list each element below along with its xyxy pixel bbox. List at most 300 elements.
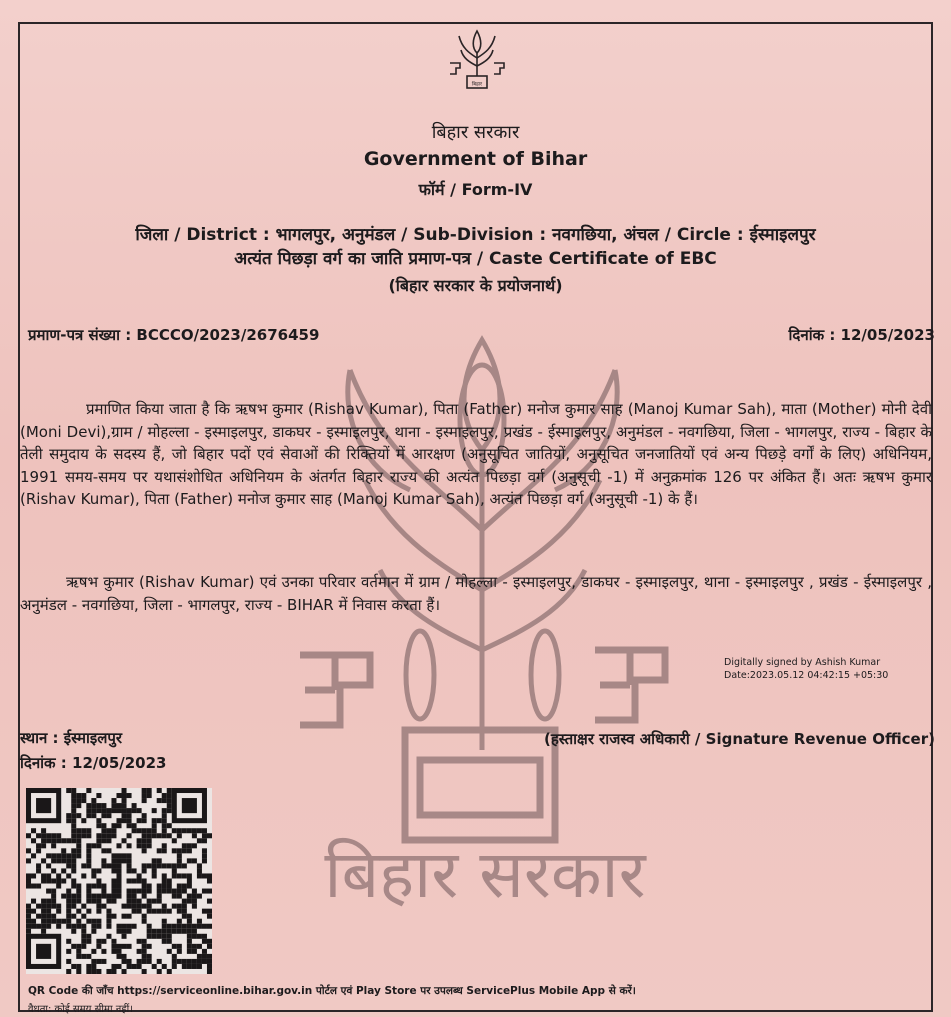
qr-module — [137, 843, 142, 848]
qr-module — [36, 833, 41, 838]
qr-module — [182, 914, 187, 919]
digital-signature-date: Date:2023.05.12 04:42:15 +05:30 — [724, 670, 889, 681]
qr-module — [116, 793, 121, 798]
qr-module — [56, 873, 61, 878]
qr-module — [142, 959, 147, 964]
qr-module — [122, 793, 127, 798]
qr-module — [172, 954, 177, 959]
qr-module — [96, 843, 101, 848]
qr-module — [142, 813, 147, 818]
qr-module — [197, 868, 202, 873]
qr-module — [86, 894, 91, 899]
qr-module — [137, 939, 142, 944]
qr-module — [207, 939, 212, 944]
qr-module — [81, 939, 86, 944]
qr-module — [91, 873, 96, 878]
qr-module — [202, 949, 207, 954]
qr-module — [127, 894, 132, 899]
qr-module — [167, 934, 172, 939]
qr-module — [46, 899, 51, 904]
qr-module — [91, 969, 96, 974]
qr-module — [132, 823, 137, 828]
qr-module — [187, 919, 192, 924]
qr-module — [152, 823, 157, 828]
qr-module — [71, 803, 76, 808]
qr-finder — [182, 798, 197, 813]
qr-module — [31, 909, 36, 914]
qr-module — [26, 909, 31, 914]
qr-module — [111, 868, 116, 873]
qr-module — [101, 833, 106, 838]
qr-module — [41, 924, 46, 929]
qr-module — [91, 808, 96, 813]
qr-module — [26, 858, 31, 863]
qr-module — [182, 904, 187, 909]
qr-module — [46, 833, 51, 838]
qr-module — [172, 894, 177, 899]
qr-module — [116, 843, 121, 848]
qr-module — [147, 889, 152, 894]
qr-module — [76, 924, 81, 929]
qr-module — [177, 828, 182, 833]
qr-module — [172, 924, 177, 929]
qr-module — [51, 919, 56, 924]
qr-module — [137, 959, 142, 964]
qr-module — [152, 964, 157, 969]
qr-module — [26, 924, 31, 929]
qr-module — [116, 858, 121, 863]
qr-code — [26, 788, 212, 974]
qr-module — [167, 793, 172, 798]
qr-module — [182, 828, 187, 833]
qr-module — [51, 843, 56, 848]
qr-module — [41, 858, 46, 863]
qr-module — [96, 924, 101, 929]
qr-module — [101, 863, 106, 868]
qr-module — [172, 889, 177, 894]
qr-module — [31, 924, 36, 929]
qr-module — [152, 818, 157, 823]
qr-module — [111, 884, 116, 889]
qr-module — [86, 803, 91, 808]
qr-module — [157, 889, 162, 894]
qr-module — [76, 954, 81, 959]
qr-module — [152, 863, 157, 868]
qr-module — [71, 818, 76, 823]
qr-module — [71, 828, 76, 833]
qr-module — [202, 838, 207, 843]
qr-module — [187, 949, 192, 954]
government-title-hindi: बिहार सरकार — [431, 122, 520, 143]
qr-module — [162, 924, 167, 929]
qr-module — [76, 833, 81, 838]
qr-module — [192, 904, 197, 909]
qr-module — [167, 878, 172, 883]
qr-module — [187, 924, 192, 929]
qr-module — [51, 833, 56, 838]
qr-module — [207, 909, 212, 914]
qr-module — [192, 944, 197, 949]
qr-module — [116, 818, 121, 823]
qr-module — [142, 884, 147, 889]
qr-module — [172, 944, 177, 949]
qr-module — [187, 939, 192, 944]
qr-module — [46, 909, 51, 914]
qr-module — [66, 889, 71, 894]
qr-module — [142, 889, 147, 894]
qr-module — [101, 884, 106, 889]
qr-module — [76, 813, 81, 818]
qr-module — [207, 964, 212, 969]
qr-module — [122, 803, 127, 808]
qr-module — [71, 798, 76, 803]
qr-module — [116, 884, 121, 889]
qr-module — [207, 944, 212, 949]
qr-module — [31, 873, 36, 878]
qr-module — [111, 944, 116, 949]
qr-module — [122, 818, 127, 823]
qr-module — [137, 899, 142, 904]
qr-module — [66, 969, 71, 974]
qr-finder — [36, 944, 51, 959]
qr-module — [127, 878, 132, 883]
qr-module — [177, 889, 182, 894]
qr-module — [106, 969, 111, 974]
qr-module — [122, 944, 127, 949]
qr-module — [177, 894, 182, 899]
issue-date: दिनांक : 12/05/2023 — [788, 326, 935, 344]
qr-module — [187, 964, 192, 969]
signature-officer-label: (हस्ताक्षर राजस्व अधिकारी / Signature Revenue Officer) — [543, 730, 935, 748]
qr-module — [157, 863, 162, 868]
qr-module — [147, 934, 152, 939]
qr-module — [116, 853, 121, 858]
qr-module — [152, 873, 157, 878]
qr-module — [202, 853, 207, 858]
qr-module — [147, 833, 152, 838]
qr-module — [91, 964, 96, 969]
qr-module — [127, 808, 132, 813]
digital-signature-block — [724, 656, 888, 682]
qr-module — [91, 868, 96, 873]
qr-module — [127, 914, 132, 919]
government-title-english: Government of Bihar — [363, 148, 588, 170]
qr-module — [187, 894, 192, 899]
qr-module — [101, 949, 106, 954]
qr-module — [91, 843, 96, 848]
qr-module — [172, 828, 177, 833]
qr-module — [187, 843, 192, 848]
qr-module — [111, 939, 116, 944]
qr-module — [36, 863, 41, 868]
qr-module — [36, 848, 41, 853]
qr-module — [137, 838, 142, 843]
qr-module — [142, 919, 147, 924]
qr-module — [137, 964, 142, 969]
qr-module — [122, 813, 127, 818]
qr-module — [167, 924, 172, 929]
qr-module — [162, 848, 167, 853]
qr-module — [182, 843, 187, 848]
qr-module — [116, 964, 121, 969]
qr-module — [111, 833, 116, 838]
qr-module — [177, 904, 182, 909]
qr-module — [41, 929, 46, 934]
qr-module — [31, 853, 36, 858]
qr-module — [101, 904, 106, 909]
qr-module — [142, 818, 147, 823]
qr-module — [177, 858, 182, 863]
qr-module — [101, 858, 106, 863]
qr-module — [61, 838, 66, 843]
qr-module — [187, 914, 192, 919]
signing-date: दिनांक : 12/05/2023 — [20, 754, 167, 772]
qr-module — [51, 889, 56, 894]
qr-module — [51, 838, 56, 843]
qr-module — [26, 878, 31, 883]
qr-module — [91, 813, 96, 818]
qr-module — [142, 848, 147, 853]
qr-module — [127, 889, 132, 894]
qr-module — [147, 899, 152, 904]
qr-module — [41, 828, 46, 833]
qr-module — [96, 884, 101, 889]
qr-module — [96, 868, 101, 873]
qr-module — [132, 909, 137, 914]
qr-module — [167, 969, 172, 974]
qr-module — [26, 929, 31, 934]
qr-module — [116, 868, 121, 873]
qr-module — [106, 924, 111, 929]
qr-module — [106, 909, 111, 914]
qr-module — [187, 873, 192, 878]
qr-module — [157, 894, 162, 899]
qr-module — [46, 924, 51, 929]
qr-module — [41, 838, 46, 843]
qr-module — [101, 808, 106, 813]
qr-module — [106, 838, 111, 843]
qr-module — [187, 934, 192, 939]
qr-module — [167, 909, 172, 914]
qr-module — [162, 919, 167, 924]
qr-module — [202, 889, 207, 894]
qr-module — [197, 863, 202, 868]
qr-module — [41, 873, 46, 878]
qr-module — [142, 828, 147, 833]
qr-module — [152, 934, 157, 939]
qr-module — [152, 909, 157, 914]
qr-module — [91, 798, 96, 803]
qr-finder — [36, 798, 51, 813]
qr-module — [132, 964, 137, 969]
qr-module — [71, 894, 76, 899]
qr-module — [197, 934, 202, 939]
qr-module — [81, 904, 86, 909]
qr-module — [127, 868, 132, 873]
qr-module — [41, 904, 46, 909]
qr-module — [172, 838, 177, 843]
certification-paragraph: प्रमाणित किया जाता है कि ऋषभ कुमार (Rishav Kumar), पिता (Father) मनोज कुमार साह (Manoj Kumar Sah), माता (Mother) मोनी देवी (Moni Devi),ग्राम / मोहल्ला - इस्माइलपुर, डाकघर - इस्माइलपुर, थाना - इस्माइलपुर, प्रखंड - ईस्माइलपुर, अनुमंडल - नवगछिया, जिला - भागलपुर, राज्य - बिहार के तेली समुदाय के सदस्य हैं, जो बिहार पदों एवं सेवाओं की रिक्तियों में आरक्षण (अनुसूचित जातियों, अनुसूचित जनजातियों एवं अन्य पिछड़े वर्गों के लिए) अधिनियम, 1991 समय-समय पर यथासंशोधित अधिनियम के अंतर्गत बिहार राज्य की अत्यंत पिछड़ा वर्ग (अनुसूची -1) में अनुक्रमांक 126 पर अंकित हैं। अतः ऋषभ कुमार (Rishav Kumar), पिता (Father) मनोज कुमार साह (Manoj Kumar Sah), अत्यंत पिछड़ा वर्ग (अनुसूची -1) के हैं। — [20, 400, 932, 508]
qr-module — [132, 904, 137, 909]
qr-module — [122, 853, 127, 858]
qr-module — [137, 904, 142, 909]
qr-module — [96, 793, 101, 798]
qr-module — [162, 964, 167, 969]
qr-module — [76, 889, 81, 894]
qr-module — [192, 894, 197, 899]
qr-module — [76, 803, 81, 808]
qr-module — [167, 884, 172, 889]
qr-module — [202, 954, 207, 959]
qr-module — [202, 833, 207, 838]
qr-module — [26, 848, 31, 853]
qr-module — [76, 964, 81, 969]
qr-module — [106, 808, 111, 813]
qr-module — [142, 939, 147, 944]
qr-module — [76, 894, 81, 899]
qr-module — [122, 924, 127, 929]
qr-module — [147, 929, 152, 934]
qr-module — [66, 838, 71, 843]
qr-module — [51, 894, 56, 899]
qr-module — [192, 833, 197, 838]
qr-module — [96, 919, 101, 924]
qr-module — [167, 929, 172, 934]
qr-module — [81, 944, 86, 949]
qr-module — [56, 884, 61, 889]
qr-module — [111, 803, 116, 808]
qr-module — [96, 878, 101, 883]
qr-module — [192, 843, 197, 848]
qr-module — [162, 863, 167, 868]
qr-module — [207, 889, 212, 894]
qr-module — [162, 823, 167, 828]
qr-module — [41, 914, 46, 919]
qr-module — [81, 924, 86, 929]
qr-module — [31, 838, 36, 843]
qr-module — [46, 878, 51, 883]
qr-module — [137, 808, 142, 813]
qr-module — [71, 868, 76, 873]
qr-module — [86, 843, 91, 848]
qr-module — [111, 964, 116, 969]
qr-module — [106, 914, 111, 919]
bihar-emblem-logo — [447, 28, 507, 90]
qr-module — [111, 823, 116, 828]
qr-module — [31, 899, 36, 904]
qr-module — [127, 833, 132, 838]
qr-module — [96, 899, 101, 904]
qr-module — [187, 878, 192, 883]
qr-module — [182, 873, 187, 878]
qr-module — [91, 924, 96, 929]
qr-module — [76, 843, 81, 848]
qr-module — [56, 919, 61, 924]
qr-module — [111, 798, 116, 803]
qr-module — [127, 853, 132, 858]
qr-module — [137, 828, 142, 833]
qr-module — [177, 863, 182, 868]
qr-module — [187, 828, 192, 833]
qr-module — [51, 868, 56, 873]
district-line: जिला / District : भागलपुर, अनुमंडल / Sub-Division : नवगछिया, अंचल / Circle : ईस्माइलपुर — [135, 225, 816, 245]
qr-module — [137, 909, 142, 914]
qr-module — [167, 889, 172, 894]
qr-module — [86, 863, 91, 868]
qr-module — [56, 858, 61, 863]
qr-module — [86, 828, 91, 833]
qr-module — [61, 878, 66, 883]
qr-module — [192, 828, 197, 833]
certificate-number: प्रमाण-पत्र संख्या : BCCCO/2023/2676459 — [28, 326, 320, 344]
qr-module — [61, 853, 66, 858]
qr-module — [66, 949, 71, 954]
qr-module — [162, 818, 167, 823]
qr-module — [71, 808, 76, 813]
qr-module — [116, 873, 121, 878]
qr-module — [71, 929, 76, 934]
qr-module — [56, 838, 61, 843]
qr-module — [71, 964, 76, 969]
qr-module — [26, 919, 31, 924]
qr-module — [127, 959, 132, 964]
qr-module — [116, 878, 121, 883]
qr-module — [86, 853, 91, 858]
qr-module — [41, 878, 46, 883]
qr-module — [101, 828, 106, 833]
qr-module — [81, 793, 86, 798]
qr-module — [157, 798, 162, 803]
qr-module — [182, 909, 187, 914]
qr-module — [111, 878, 116, 883]
qr-module — [177, 919, 182, 924]
qr-module — [96, 939, 101, 944]
qr-module — [147, 924, 152, 929]
qr-module — [106, 934, 111, 939]
qr-module — [177, 949, 182, 954]
qr-module — [106, 848, 111, 853]
qr-module — [86, 909, 91, 914]
qr-module — [46, 863, 51, 868]
qr-module — [192, 924, 197, 929]
qr-module — [66, 924, 71, 929]
qr-module — [142, 798, 147, 803]
qr-module — [182, 889, 187, 894]
qr-module — [71, 793, 76, 798]
qr-module — [177, 873, 182, 878]
qr-module — [122, 929, 127, 934]
qr-module — [132, 889, 137, 894]
qr-module — [137, 949, 142, 954]
qr-module — [157, 884, 162, 889]
place-label: स्थान : ईस्माइलपुर — [20, 729, 123, 747]
qr-module — [127, 899, 132, 904]
qr-module — [142, 838, 147, 843]
qr-module — [132, 868, 137, 873]
qr-module — [81, 818, 86, 823]
qr-module — [76, 899, 81, 904]
qr-module — [76, 884, 81, 889]
qr-module — [192, 858, 197, 863]
qr-module — [66, 914, 71, 919]
qr-module — [101, 939, 106, 944]
qr-module — [71, 848, 76, 853]
qr-module — [86, 934, 91, 939]
qr-module — [142, 944, 147, 949]
qr-module — [142, 904, 147, 909]
qr-module — [116, 863, 121, 868]
qr-module — [31, 884, 36, 889]
